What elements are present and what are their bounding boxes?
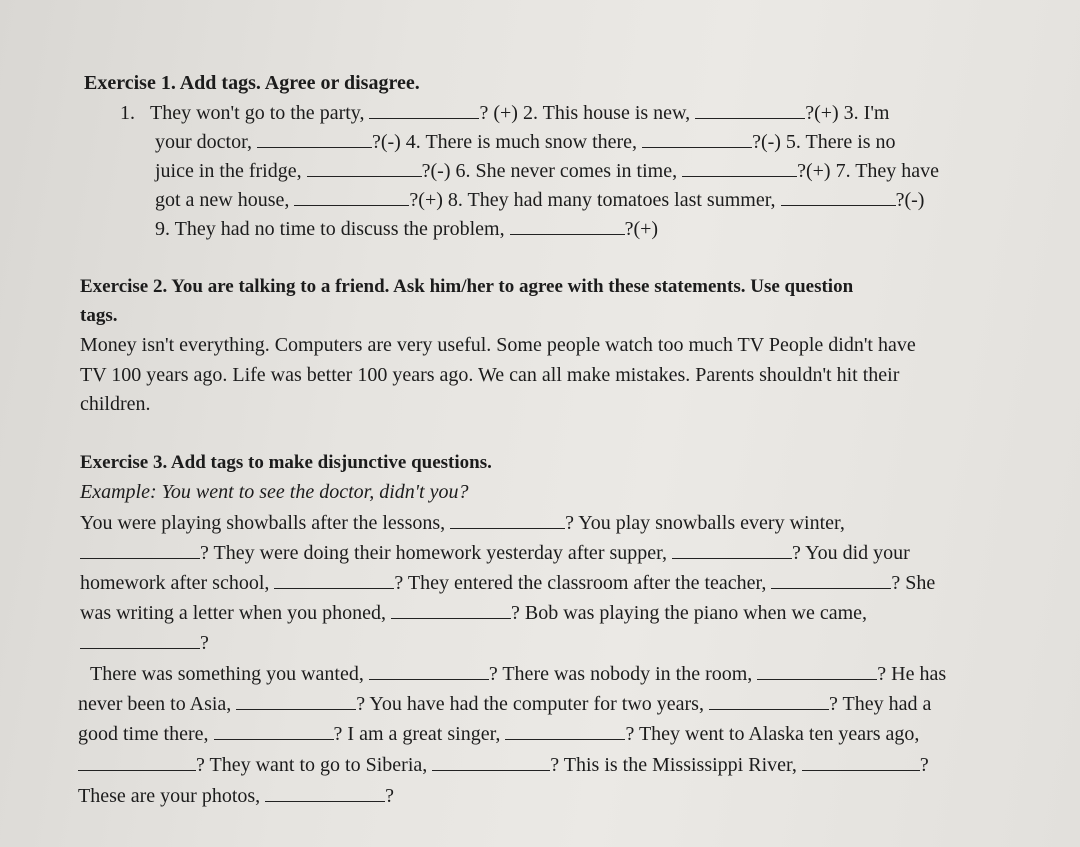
- sentence: ?(-) 4. There is much snow there,: [371, 131, 638, 153]
- exercise-2-title-line-2: tags.: [80, 305, 118, 326]
- sentence: ? They had a: [828, 693, 932, 715]
- sentence: There was something you wanted,: [90, 663, 364, 685]
- exercise-1-line-2: [155, 129, 896, 154]
- answer-blank[interactable]: [307, 158, 422, 177]
- exercise-2-body-line-2: TV 100 years ago. Life was better 100 years ago. We can all make mistakes. Parents shouldn't hit their: [80, 364, 900, 386]
- exercise-2-title-line-1: Exercise 2. You are talking to a friend. Ask him/her to agree with these statements. Use question: [80, 276, 854, 297]
- sentence: ? There was nobody in the room,: [488, 663, 753, 685]
- item-number: 1.: [120, 102, 135, 124]
- exercise-3-example: Example: You went to see the doctor, didn't you?: [80, 481, 469, 503]
- answer-blank[interactable]: [257, 129, 372, 148]
- answer-blank[interactable]: [80, 630, 200, 649]
- exercise-3-line-3: [80, 570, 935, 595]
- answer-blank[interactable]: [80, 540, 200, 559]
- sentence: ?(+) 3. I'm: [805, 102, 890, 124]
- answer-blank[interactable]: [505, 721, 625, 740]
- exercise-3-line-1: [80, 510, 845, 535]
- answer-blank[interactable]: [642, 129, 752, 148]
- answer-blank[interactable]: [294, 187, 409, 206]
- exercise-3-line-6: [90, 661, 946, 686]
- exercise-3-line-5: [80, 630, 209, 655]
- sentence: ?(+) 8. They had many tomatoes last summer,: [409, 189, 776, 211]
- sentence: ? They went to Alaska ten years ago,: [625, 723, 920, 745]
- answer-blank[interactable]: [265, 783, 385, 802]
- sentence: ? You play snowballs every winter,: [565, 512, 845, 534]
- answer-blank[interactable]: [682, 158, 797, 177]
- answer-blank[interactable]: [214, 721, 334, 740]
- exercise-3-line-7: [78, 691, 931, 716]
- sentence: They won't go to the party,: [150, 102, 365, 124]
- exercise-1-line-4: [155, 187, 924, 212]
- answer-blank[interactable]: [757, 661, 877, 680]
- sentence: good time there,: [78, 723, 209, 745]
- sentence: never been to Asia,: [78, 693, 232, 715]
- answer-blank[interactable]: [78, 752, 196, 771]
- answer-blank[interactable]: [510, 216, 625, 235]
- answer-blank[interactable]: [391, 600, 511, 619]
- sentence: ?(+): [624, 218, 659, 240]
- answer-blank[interactable]: [236, 691, 356, 710]
- sentence: got a new house,: [155, 189, 290, 211]
- sentence: ? You have had the computer for two years,: [356, 693, 704, 715]
- sentence: You were playing showballs after the lessons,: [80, 512, 446, 534]
- exercise-2-body-line-3: children.: [80, 393, 151, 415]
- exercise-1-title: Exercise 1. Add tags. Agree or disagree.: [84, 72, 420, 94]
- exercise-3-line-10: [78, 783, 394, 808]
- sentence: ?(+) 7. They have: [797, 160, 940, 182]
- exercise-1-line-1: [120, 100, 889, 125]
- answer-blank[interactable]: [802, 752, 920, 771]
- sentence: was writing a letter when you phoned,: [80, 602, 387, 624]
- sentence: ?(-) 5. There is no: [752, 131, 896, 153]
- sentence: 9. They had no time to discuss the problem,: [155, 218, 505, 240]
- exercise-3-line-9: [78, 752, 929, 777]
- sentence: ? This is the Mississippi River,: [550, 754, 797, 776]
- sentence: ?: [919, 754, 929, 776]
- exercise-3-title: Exercise 3. Add tags to make disjunctive questions.: [80, 452, 492, 473]
- answer-blank[interactable]: [695, 100, 805, 119]
- sentence: ? They entered the classroom after the teacher,: [394, 572, 767, 594]
- answer-blank[interactable]: [432, 752, 550, 771]
- answer-blank[interactable]: [369, 100, 479, 119]
- answer-blank[interactable]: [450, 510, 565, 529]
- sentence: ? Bob was playing the piano when we came,: [511, 602, 868, 624]
- answer-blank[interactable]: [771, 570, 891, 589]
- exercise-3-line-8: [78, 721, 919, 746]
- sentence: ? You did your: [792, 542, 910, 564]
- exercise-3-line-4: [80, 600, 867, 625]
- answer-blank[interactable]: [709, 691, 829, 710]
- sentence: ?: [200, 632, 209, 654]
- sentence: ?(-): [895, 189, 925, 211]
- answer-blank[interactable]: [274, 570, 394, 589]
- answer-blank[interactable]: [672, 540, 792, 559]
- sentence: your doctor,: [155, 131, 252, 153]
- sentence: ? They want to go to Siberia,: [196, 754, 428, 776]
- sentence: These are your photos,: [78, 785, 261, 807]
- sentence: ? I am a great singer,: [333, 723, 501, 745]
- sentence: ?(-) 6. She never comes in time,: [421, 160, 678, 182]
- answer-blank[interactable]: [369, 661, 489, 680]
- sentence: ? (+) 2. This house is new,: [479, 102, 691, 124]
- sentence: ? They were doing their homework yesterday after supper,: [200, 542, 667, 564]
- sentence: juice in the fridge,: [155, 160, 302, 182]
- exercise-2-body-line-1: Money isn't everything. Computers are very useful. Some people watch too much TV People didn't have: [80, 334, 916, 356]
- exercise-1-line-5: [155, 216, 658, 241]
- sentence: homework after school,: [80, 572, 270, 594]
- exercise-1-line-3: [155, 158, 939, 183]
- sentence: ? She: [891, 572, 936, 594]
- sentence: ? He has: [877, 663, 947, 685]
- sentence: ?: [385, 785, 395, 807]
- answer-blank[interactable]: [781, 187, 896, 206]
- exercise-3-line-2: [80, 540, 910, 565]
